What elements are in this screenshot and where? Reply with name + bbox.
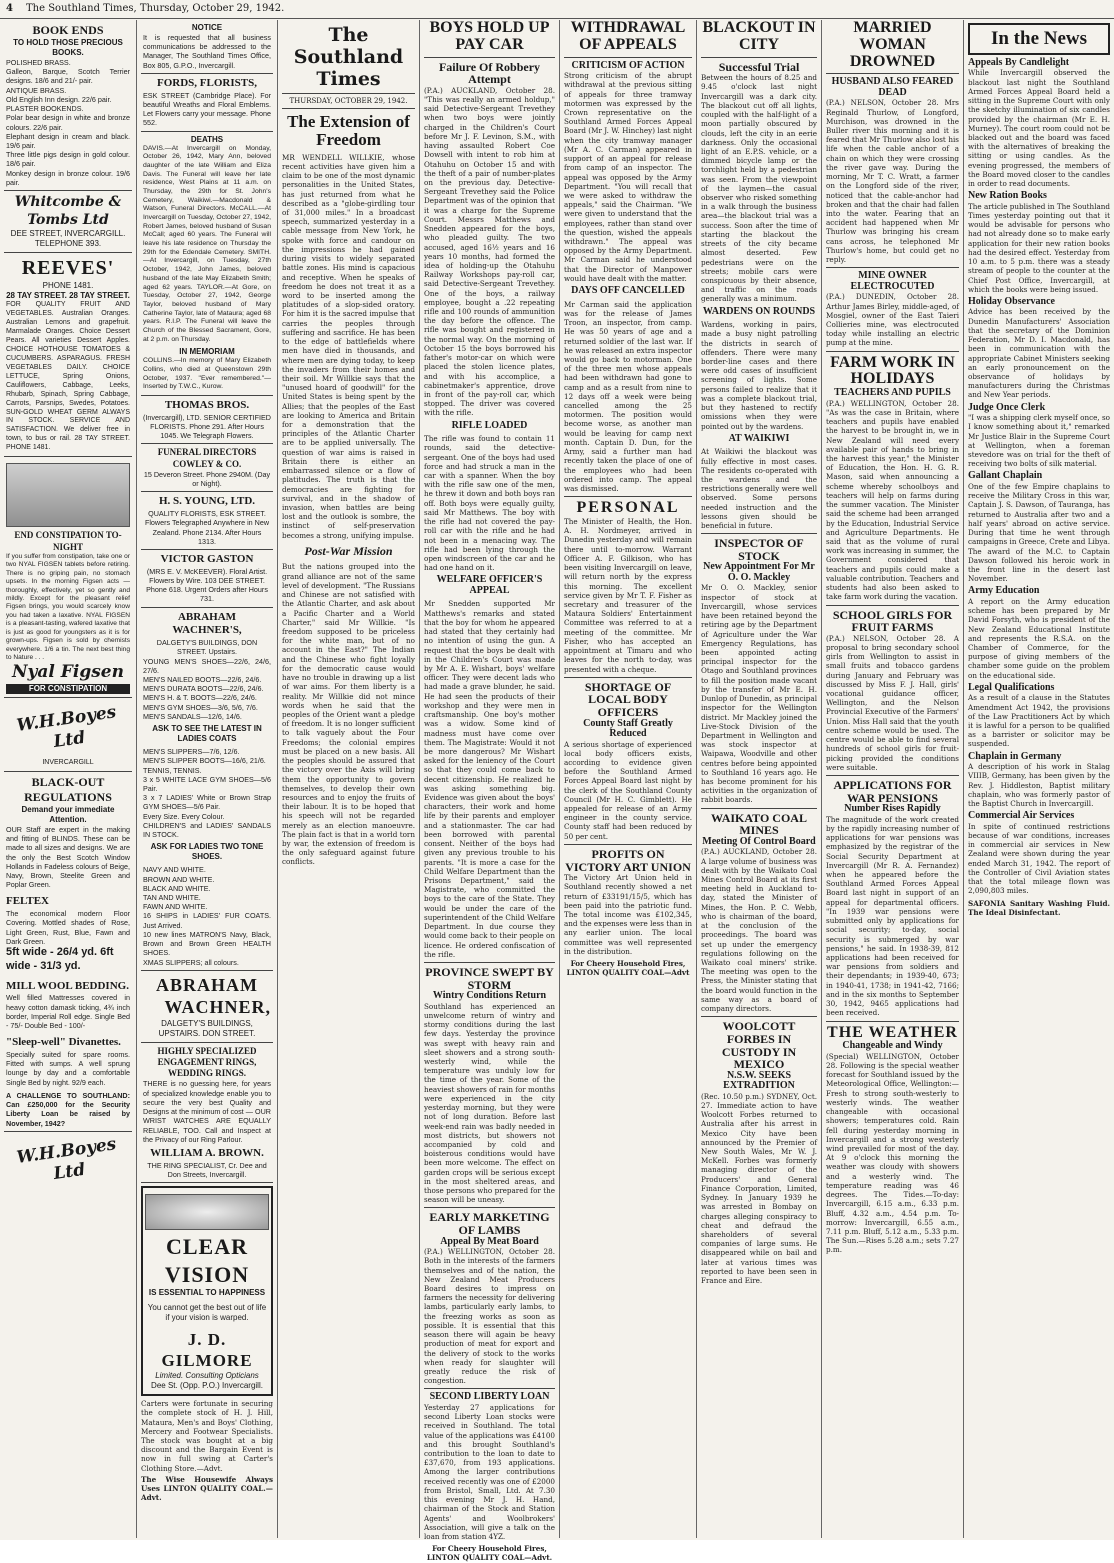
notice-body: It is requested that all business communications be addressed to the Manager, The Southland Times Office, Box 805, G.P.O., Invercargill. [143, 33, 271, 70]
thomas-body: (Invercargill), LTD. SENIOR CERTIFIED FLORISTS. Phone 291. After Hours 1045. We Telegraph Flowers. [143, 412, 271, 441]
page-header [0, 0, 1114, 19]
news-item-heading: Appeals By Candlelight [968, 56, 1070, 68]
gaston-title: VICTOR GASTON [160, 553, 254, 566]
brass-item: Three little pigs design in gold colour. 18/6 pair. [6, 150, 130, 169]
reeves-phone: PHONE 1481. [42, 281, 94, 291]
deaths-block [141, 132, 273, 397]
gilmore-sub: Limited. Consulting Opticians [155, 1371, 259, 1381]
deaths-body: DAVIS.—At Invercargill on Monday, October 26, 1942, Mary Ann, beloved daughter of the late William and Eliza Davis. The Funeral will leave her late residence, West Plains at 11 a.m. on Thursday, the 29th for St. John's Cemetery, Waikiwi.—Macdonald & Watson, Funeral Directors. McCALL.—At Invercargill on Tuesday, October 27, 1942, Robert James, beloved husband of Susan McCall; aged 60 years. The Funeral will leave his late residence on Thursday the 29th for the Edendale Cemetery. SMITH.—At Invercargill, on Tuesday, 27th October, 1942, John James, beloved husband of the late May Elizabeth Smith; aged 62 years. TAYLOR.—At Gore, on Tuesday, October 27, 1942, George Taylor, beloved husband of Mary Catherine Taylor, late of Mataura; aged 68 years. R.I.P. The Funeral will leave the Church of the Blessed Sacrament, Gore, at 2 p.m. on Thursday. [143, 144, 271, 343]
abraham-title: ABRAHAM [156, 974, 258, 995]
page-header-line: The Southland Times, Thursday, October 29, 1942. [26, 3, 285, 14]
weather-body: (Special) WELLINGTON, October 28. Following is the special weather forecast for Southland issued by the Meteorological Office, Wellington:— Fresh to strong south-westerly to westerly winds. The weather changeable with occasional showers; temperatures cold. Rain fell during yesterday morning in Invercargill and a strong westerly wind prevailed for most of the day. At 9 o'clock this morning the weather was cloudy with showers and a westerly wind. The temperature reading was 46 degrees. The Tides.—To-day: Invercargill, 6.15 a.m., 6.33 p.m. Bluff, 4.32 a.m., 4.54 p.m. To-morrow: Invercargill, 6.55 a.m., 7.11 p.m. Bluff, 5.12 a.m., 5.33 p.m. The Sun.—Rises 5.28 a.m.; sets 7.27 p.m. [826, 1051, 959, 1255]
news-item-heading: Legal Qualifications [968, 681, 1055, 693]
young-body: QUALITY FLORISTS, ESK STREET. Flowers Telegraphed Anywhere in New Zealand. Phone 2134. After Hours 1313. [144, 509, 270, 546]
ad-fords [141, 74, 273, 132]
vision-eye-image [145, 1194, 269, 1230]
ad-cowley [141, 444, 273, 492]
fords-body: ESK STREET (Cambridge Place). For beautiful Wreaths and Floral Emblems. Let Flowers carry your message. Phone 552. [143, 90, 271, 128]
reeves-title: REEVES' [21, 257, 115, 280]
inspector-body: Mr O. O. Mackley, senior inspector of stock at Invercargill, whose services have been retained beyond the retiring age by the Department of Agriculture under the War Emergency Regulations, has been appointed acting principal inspector for the Otago and Southland provinces to fill the position made vacant by the transfer of Mr E. H. Dunlop of Dunedin, as principal inspector for the Wellington district. Mr Mackley joined the Live-Stock Division of the Department in Wellington and was stock inspector at Waipawa, Woodville and other centres before being appointed to Southland 16 years ago. He has become prominent for his activities in the organization of rabbit boards. [701, 583, 817, 805]
col5-ad-bottom: For Cheery Household Fires, LINTON QUALITY COAL—Advt [566, 959, 690, 978]
reeves-body: FOR QUALITY FRUIT AND VEGETABLES. Australian Oranges. Australian Lemons and grapefruit. Marmalade Oranges. Choice Dessert Pears. All varieties Dessert Apples. CHOICE HOTHOUSE TOMATOES & CUCUMBERS. ASPARAGUS. FRESH VEGETABLES DAILY. CHOICE LETTUCE, Spring Onions, Cauliflowers, Cabbage, Leeks, Rhubarb, Spinach, Spring Cabbage, Carrots, Parsnips, Swedes, Potatoes. SUN-GOLD WHEAT GERM ALWAYS IN STOCK. SERVICE AND SATISFACTION. We deliver free in town, to bus or rail. 28 TAY STREET. PHONE 1481. [6, 301, 130, 452]
married-title: MARRIED WOMAN DROWNED [849, 19, 936, 70]
young-title: H. S. YOUNG, LTD. [158, 495, 256, 508]
weather-subtitle: Changeable and Windy [842, 1040, 943, 1052]
memoriam-body: COLLINS.—In memory of Mary Elizabeth Collins, who died at Queenstown 29th October, 1937. "Ever remembered."—Inserted by T.W.C., Kurow. [143, 357, 271, 391]
boyes-sub: INVERCARGILL [42, 759, 94, 767]
woolcott-body: (Rec. 10.50 p.m.) SYDNEY, Oct. 27. Immediate action to have Woolcott Forbes returned to Australia after his arrest in Mexico City have been announced by the Premier of New South Wales, Mr W. J. McKell. Forbes was formerly managing director of the Producers' and General Finance Corporation, Limited, Sydney. In January 1939 he was arrested in Bombay on charges alleging conspiracy to cheat and defraud the shareholders of several companies of large sums. He disappeared while on bail and later at various times was reported to have been seen in France and Eire. [701, 1091, 817, 1286]
lambs-body: (P.A.) WELLINGTON, October 28. Both in the interests of the farmers themselves and of the nation, the New Zealand Meat Producers Board desires to impress on farmers the necessity for delivering lambs, particularly early lambs, to the freezing works as soon as possible. It is essential that this season there will again be heavy production of meat for export and the delivery of stock to the works when ready for slaughter will greatly reduce the risk of congestion. [424, 1247, 555, 1386]
ladies-item: Every Size. Every Colour. [143, 811, 225, 821]
inspector-title: INSPECTOR OF STOCK [714, 536, 804, 563]
wakiwi-title: AT WAIKIWI [728, 432, 790, 444]
column-news-6 [697, 20, 822, 1538]
divanettes-title: "Sleep-well" Divanettes. [6, 1036, 121, 1049]
ladies-item: 3 x 5 WHITE LACE GYM SHOES—5/6 Pair. [143, 774, 271, 793]
tone-item: 16 SHIPS in LADIES' FUR COATS. Just Arrived. [143, 911, 271, 930]
province-subtitle: Wintry Conditions Return [432, 990, 547, 1002]
waikato-title: WAIKATO COAL MINES [711, 810, 807, 838]
waikato-subtitle: Meeting Of Control Board [702, 835, 816, 847]
farm-body: (P.A.) WELLINGTON, October 28. "As was the case in Britain, where teachers and pupils have enabled the harvest to be brought in, we in New Zealand will need every available pair of hands to bring in the harvest this year," the Minister of Education, the Hon. H. G. R. Mason, said when announcing a scheme whereby schoolboys and teachers will help on farms during the summer vacation. The Minister said the scheme had been arranged by the Education, Industrial Service and Agriculture Departments. He said that as the volume of rural work was increasing in summer, the Government considered that teachers and pupils could make a valuable contribution. Teachers and students had also been asked to take farm work during the vacation. [826, 398, 959, 602]
tone-item: FAWN AND WHITE. [143, 902, 208, 912]
news-item-heading: Chaplain in Germany [968, 750, 1062, 762]
column-news-4 [420, 19, 560, 1563]
tone-item: BROWN AND WHITE. [143, 874, 215, 884]
inspector-subtitle: New Appointment For Mr O. O. Mackley [703, 561, 815, 583]
news-item-body: While Invercargill observed the blackout last night the Southland Armed Forces Appeal Board held a sitting in the Supreme Court with only the sketchy illumination of six candles provided by the chairman (Mr E. H. Murney). The court room could not be blacked out and the board was faced with the alternatives of breaking the sitting or using candles. As the evening progressed, the members of the Board moved closer to the candles in order to read documents. [968, 68, 1110, 189]
blackout-city-subtitle: Successful Trial [718, 59, 800, 74]
newspaper-logo: The Southland Times [293, 24, 404, 90]
page-number: 4 [6, 3, 13, 14]
brass-item: PLASTER BOOKENDS. [6, 104, 84, 114]
reeves-address: 28 TAY STREET. 28 TAY STREET. [6, 291, 130, 301]
ladies-item: CHILDREN'S and LADIES' SANDALS IN STOCK. [143, 820, 271, 840]
woolcott-subtitle: N.S.W. SEEKS EXTRADITION [723, 1069, 795, 1092]
tone-title: ASK FOR LADIES TWO TONE SHOES. [150, 842, 264, 862]
editorial-date: THURSDAY, OCTOBER 29, 1942. [289, 97, 408, 105]
ad-whitcombe [4, 191, 132, 253]
feltex-title: FELTEX [6, 895, 50, 908]
boys-subtitle: Failure Of Robbery Attempt [438, 59, 541, 87]
fords-title: FORDS, FLORISTS, [157, 76, 257, 89]
whitcombe-logo: Whitcombe & Tombs Ltd [14, 194, 122, 228]
abraham-sub: WACHNER, [164, 997, 271, 1018]
figsen-tagline: FOR CONSTIPATION [6, 684, 130, 694]
sapolin-notice: SAFONIA Sanitary Washing Fluid. The Ideal Disinfectant. [968, 898, 1110, 917]
column-news-7 [822, 20, 964, 1538]
tone-item: BLACK AND WHITE. [143, 883, 211, 893]
brass-item: Monkey design in bronze colour. 19/6 pair. [6, 168, 130, 187]
liberty-title: SECOND LIBERTY LOAN [429, 1391, 550, 1403]
wachner-item: MEN'S GYM SHOES—3/6, 5/6, 7/6. [143, 702, 258, 712]
rifle-body: The rifle was found to contain 11 rounds, said the detective-sergeant. One of the boys had used force and had struck a man in the car with a spanner. When the boy with the rifle saw one of the men, he threw it down and both boys ran off. Both boys were equally guilty, said Mr Matthews. The boy with the rifle had not covered the pay-roll car with the rifle and he had not been in a menacing way. The rifle had been lying through the open windscreen of the car and he had one hand on it. [424, 434, 555, 573]
ladies-item: 3 x 7 LADIES' White or Brown Strap GYM SHOES—5/6 Pair. [143, 793, 271, 812]
vision-title: CLEAR VISION [164, 1234, 250, 1287]
personal-body: The Minister of Health, the Hon. A. H. Nordmeyer, arrived in Dunedin yesterday and will remain there until to-morrow. Warrant Officer A. F. Gilkison, who has been visiting Invercargill on leave, will return north by the express this morning. The excellent service given by Mr T. F. Fisher as secretary and treasurer of the Mataura Soldiers' Entertainment Committee was referred to at a meeting of the committee. Mr Fisher, who has accepted an appointment at Timaru and who leaves for the north to-day, was presented with a cheque. [564, 517, 692, 674]
brass-item: POLISHED BRASS. [6, 58, 71, 67]
pensions-subtitle: Number Rises Rapidly [844, 803, 941, 815]
ad-young [141, 492, 273, 550]
woolcott-title: WOOLCOTT FORBES IN CUSTODY IN MEXICO [721, 1019, 797, 1072]
mine-title: MINE OWNER ELECTROCUTED [850, 270, 935, 292]
ad-thomas [141, 396, 273, 444]
column-editorial [278, 20, 420, 1538]
brass-item: Elephant design in cream and black. 19/6 pair. [6, 131, 130, 150]
province-body: Southland has experienced an unwelcome return of wintry and stormy conditions during the last few days. Yesterday the province was swept with heavy rain and sleet showers and a strong south-westerly wind, while the temperature was unduly low for the time of the year. Some of the heaviest showers of rain for months were experienced in the city yesterday morning, but they were not of long duration. Before last week-end rain was badly needed in most districts, but showers not accompanied by cold and boisterous conditions would have been more welcome. The effect on garden crops will be serious except in the most sheltered areas, and those persons who prepared for the season will be uneasy. [424, 1001, 555, 1205]
rifle-title: RIFLE LOADED [451, 419, 528, 431]
ad-figsen [4, 457, 132, 697]
wachner-item: MEN'S H. & T. BOOTS—22/6, 24/6. [143, 693, 257, 703]
feltex-prices: 5ft wide - 26/4 yd. 6ft wide - 31/3 yd. [6, 946, 114, 972]
ladies-item: MEN'S SLIPPER BOOTS—16/6, 21/6. [143, 756, 266, 766]
vision-sub: IS ESSENTIAL TO HAPPINESS [148, 1288, 266, 1298]
divanettes-body: Specially suited for spare rooms. Fitted with sumps. A well sprung lounge by day and a comfortable Single Bed by night. 92/9 each. [6, 1049, 130, 1087]
rings-title: HIGHLY SPECIALIZED ENGAGEMENT RINGS, WEDDING RINGS. [157, 1045, 257, 1079]
mill-title: MILL WOOL BEDDING. [6, 979, 129, 992]
welfare-title: WELFARE OFFICER'S APPEAL [436, 574, 543, 596]
news-item-body: As a result of a clause in the Statutes Amendment Act 1942, the provisions of the Law Practitioners Act by which it is lawful for a person to be qualified as a barrister or solicitor may be suspended. [968, 693, 1110, 749]
ad-gaston [141, 550, 273, 608]
ad-rings [141, 1043, 273, 1183]
tone-item: TAN AND WHITE. [143, 892, 201, 902]
gaston-body: (MRS E. V. McKEEVER). Floral Artist. Flowers by Wire. 103 DEE STREET. Phone 618. Urgent Orders after Hours 731. [146, 566, 268, 604]
blackout-reg-title: BLACK-OUT REGULATIONS [24, 774, 112, 804]
withdrawal-body: Strong criticism of the abrupt withdrawal at the previous sitting of appeals for three tramway motormen was expressed by the Crown representative on the Southland Armed Forces Appeal Board (Mr J. W. Hinchey) last night when the city tramway manager (Mr A. C. Carman) appeared in support of an appeal for release from camp of an inspector. The appeal was opposed by the Army Department. "You will recall that we were asked to withdraw the appeals," said the Chairman. "We were given to understand that the employees, rather than stand over the question, wished the appeals withdrawn." The appeal was opposed by the Army Department. Mr Carman said he understood that the Director of Manpower would have dealt with the matter. [564, 71, 692, 283]
news-item-heading: Army Education [968, 585, 1040, 597]
news-item-body: "I was a shipping clerk myself once, so I know something about it," remarked Mr Justice Blair in the Supreme Court at Wellington, when a foreman stevedore was on trial for the theft of receiving two bolts of silk material. [968, 413, 1110, 469]
linton-notice: The Wise Housewife Always Uses LINTON QUALITY COAL.—Advt. [141, 1474, 273, 1503]
liberty-body: Yesterday 27 applications for second Liberty Loan stocks were received in Southland. The total value of the applications was £4100 and this brought Southland's contribution to the loan to date to £37,670, from 193 applications. Among the larger contributions received recently was one of £2000 from Bristol, Small, Ltd. At 7.30 this evening Mr J. H. Hand, chairman of the Stock and Station Agents' and Woolbrokers' Association, will give a talk on the loan from station 4YZ. [424, 1402, 555, 1541]
blackout-city-title: BLACKOUT IN CITY [702, 19, 816, 53]
blackout-reg-body: OUR Staff are expert in the making and fitting of BLINDS. These can be made to all sizes and designs. We are the only the Best Scotch Window Hollands in Fadeless colours of Beige, Navy, Brown, Steelite Green and Poplar Green. [6, 824, 130, 890]
lambs-title: EARLY MARKETING OF LAMBS [429, 1210, 550, 1238]
carters-notice: Carters were fortunate in securing the complete stock of H. J. Hill, Mataura, Men's and Boys' Clothing, Mercery and Footwear Specialists. The stock was bought at a big discount and the Bargain Event is now in full swing at Carter's Clothing Store.—Advt. [141, 1399, 273, 1473]
farm-subtitle: TEACHERS AND PUPILS [834, 387, 951, 399]
brass-item: ANTIQUE BRASS. [6, 85, 67, 95]
editorial-title: The Extension of Freedom [287, 112, 410, 149]
news-item-body: Advice has been received by the Dunedin Manufacturers' Association that the secretary of the Dominion Federation, Mr D. I. Macdonald, has been in communication with the appropriate Cabinet Ministers seeking an early pronouncement on the observance of holidays by manufacturers during the Christmas and New Year periods. [968, 307, 1110, 400]
pensions-body: The magnitude of the work created by the rapidly increasing number of applications for war pensions was emphasized by the registrar of the Social Security Department at Invercargill (Mr R. A. Fernandez) when he appeared before the Southland Armed Forces Appeal Board last night in support of an appeal for departmental officers. "In 1939 war pensions were submitted only by applications for social security; to-day, social security is submerged by war pensions," he said. In 1938-39, 812 applications had been received for war pensions from soldiers and their dependants; in 1939-40, 673; in 1940-41, 1738; in 1941-42, 7166; and in the six months to September 30, 1942, 9465 applications had been received. [826, 814, 959, 1018]
news-item-heading: Commercial Air Services [968, 810, 1075, 822]
abraham-address: DALGETY'S BUILDINGS, UPSTAIRS. DON STREET. [158, 1018, 256, 1038]
blackout-city-body: Between the hours of 8.25 and 9.45 o'clock last night Invercargill was a dark city. The blackout cut off all lights, coupled with the half-light of a moon partially obscured by clouds, left the city in an eerie darkness. Only the occasional light of an E.P.S. vehicle, or a dimmed bicycle lamp or the torchlight held by a pedestrian was seen. From the viewpoint of the laymen—the casual observer who risked something in a walk through the business area—the blackout trial was a success. Soon after the time of starting the blackout the streets of the city became almost deserted. Few pedestrians were on the streets; mobile cars were conspicuous by their absence, and traffic on the roads generally was a minimum. [701, 73, 817, 304]
figsen-brand: Nyal Figsen [12, 662, 124, 683]
profits-title: PROFITS ON VICTORY ART UNION [565, 846, 691, 874]
tone-item: 10 new lines MATRON'S Navy, Black, Brown and Brown Green HEALTH SHOES. [143, 929, 271, 958]
news-item-heading: Gallant Chaplain [968, 470, 1043, 482]
thomas-title: THOMAS BROS. [164, 399, 250, 412]
news-item-heading: Holiday Observance [968, 295, 1055, 307]
vision-body: You cannot get the best out of life if your vision is warped. [147, 1303, 267, 1323]
tone-item: NAVY AND WHITE. [143, 865, 206, 875]
challenge-text: A CHALLENGE TO SOUTHLAND: Can £250,000 for the Security Liberty Loan be raised by November, 1942? [6, 1090, 130, 1128]
boyes-logo: W.H.Boyes Ltd [15, 701, 118, 752]
ad-boyes [4, 698, 132, 772]
blackout-reg-sub: Demand your immediate Attention. [21, 804, 115, 824]
news-item-heading: New Ration Books [968, 190, 1047, 202]
withdrawal-subtitle: CRITICISM OF ACTION [571, 59, 685, 71]
ad-clear-vision [141, 1186, 273, 1396]
gilmore-address: Dee St. (Opp. P.O.) Invercargill. [151, 1381, 263, 1391]
ladies-list [143, 747, 271, 839]
wakiwi-body: At Waikiwi the blackout was fully effective in most cases. The residents co-operated with the wardens and the restrictions generally were well observed. Some persons needed instruction and the lessons given should be beneficial in future. [701, 447, 817, 531]
married-body: (P.A.) NELSON, October 28. Mrs Reginald Thurlow, of Longford, Murchison, was drowned in the Buller river this morning and it is feared that Mr Thurlow also lost his life when the cable anchor of a chain on which they were crossing the river gave way. During the morning, Mr T. C. Wratt, a farmer on the Longford side of the river, noticed that the cable-anchor had broken and that the chair had fallen into the water. Fearing that an accident had happened when Mr Thurlow was bringing his cream cans across, he telephoned Mr Thurlow's home, but could get no reply. [826, 98, 959, 265]
boyes-logo-bottom: W.H.Boyes Ltd [15, 1133, 118, 1184]
feltex-body: The economical modern Floor Covering. Mottled shades of Rose, Light Green, Rust, Blue, Fawn and Dark Green. [6, 909, 130, 946]
mill-body: Well filled Mattresses covered in heavy cotton damask ticking, 4¾ inch border, Imperial Roll edge. Single Bed - 75/- Double Bed - 100/- [6, 993, 130, 1031]
ladies-title: ASK TO SEE THE LATEST IN LADIES COATS [152, 724, 262, 744]
ad-abraham [141, 971, 273, 1043]
news-item-body: The article published in The Southland Times yesterday pointing out that it would be advisable for persons who had not already done so to make early application for their new ration books had the desired effect. Yesterday from 10 a.m. to 5 p.m. there was a steady stream of people to the counter at the Chief Post Office, Invercargill, at which the books were being issued. [968, 201, 1111, 294]
in-the-news-list [968, 58, 1110, 896]
cowley-body: 15 Deveron Street. Phone 2940M. (Day or Night). [143, 469, 271, 489]
book-ends-title: BOOK ENDS [32, 23, 104, 37]
column-in-the-news [964, 20, 1114, 1538]
brass-item: Polar bear design in white and bronze colours. 22/6 pair. [6, 113, 130, 132]
wardens-body: Wardens, working in pairs, made a busy night patrolling the districts in search of offenders. There were many border-line cases and there were odd cases of insufficient screening of lights. Some persons failed to realize that it was a complete blackout trial, but they hastened to rectify omissions when they were pointed out by the wardens. [701, 320, 817, 431]
whitcombe-address: DEE STREET, INVERCARGILL. [10, 229, 126, 239]
memoriam-title: IN MEMORIAM [179, 347, 235, 357]
profits-body: The Victory Art Union held in Southland recently showed a net return of £33191/15/5, which has been paid into the patriotic fund. The total income was £102,345, and the expenses were less than in any earlier union. The local committee was well represented in the distribution. [564, 873, 692, 956]
school-body: (P.A.) NELSON, October 28. A proposal to bring secondary school girls from Wellington to assist in small fruits and tobacco gardens during January and February was discussed by Miss F. J. Hall, girls' vocational guidance officer, Wellington, and the Nelson Provincial Executive of the Farmers' Union. Miss Hall said that the youth centre scheme would be used. The centre would be able to find several hundreds of school girls for fruit-picking provided the conditions were suitable. [826, 633, 959, 772]
rings-body: THERE is no guessing here, for years of specialized knowledge enable you to secure the very best Quality and Designs at the minimum of cost — OUR WRIST WATCHES ARE EQUALLY RELIABLE, TOO. Call and Inspect at the Privacy of our Ring Parlour. [143, 1079, 271, 1144]
figsen-portrait-image [6, 463, 130, 527]
ad-reeves [4, 253, 132, 457]
school-title: SCHOOL GIRLS FOR FRUIT FARMS [832, 607, 953, 635]
wachner-item: MEN'S SANDALS—12/6, 14/6. [143, 711, 242, 721]
farm-title: FARM WORK IN HOLIDAYS [830, 353, 955, 388]
book-ends-subtitle: TO HOLD THOSE PRECIOUS BOOKS. [13, 38, 123, 57]
in-the-news-title: In the News [968, 23, 1110, 55]
wachner-title: ABRAHAM WACHNER'S, [172, 610, 242, 637]
shortage-title: SHORTAGE OF LOCAL BODY OFFICERS [584, 679, 672, 719]
cowley-title: FUNERAL DIRECTORS COWLEY & CO. [157, 447, 257, 469]
mine-body: (P.A.) DUNEDIN, October 28. Arthur James Birley, middle-aged, of Mosgiel, owner of the East Taieri Collieries mine, was electrocuted today while installing an electric pump at the mine. [826, 292, 959, 348]
tone-list [143, 865, 271, 966]
boys-title: BOYS HOLD UP PAY CAR [429, 19, 550, 53]
waikato-body: (P.A.) AUCKLAND, October 28. A large volume of business was dealt with by the Waikato Coal Mines Control Board at its first meeting held in Auckland to-day, stated the Minister of Mines, the Hon. P. C. Webb, who is chairman of the board, at the conclusion of the proceedings. The board was set up under the emergency regulations following on the Waikato coal miners' strike. The meeting was open to the Press, the Minister stating that the board would function in the same way as a board of company directors. [701, 847, 817, 1014]
column-ads-left [0, 20, 137, 1538]
news-item-body: One of the few Empire chaplains to receive the Military Cross in this war, Captain J. S. Dawson, of Tauranga, has returned to Australia after two and a half years' abroad on active service. During that time he went through campaigns in Greece, Crete and Libya. The award of the M.C. to Captain Dawson followed his heroic work in the front line in the desert last November. [968, 481, 1110, 584]
editorial-body: MR WENDELL WILLKIE, whose recent activities have given him a claim to be one of the most dynamic personalities in the United States, has just returned from what he described as a "globe-girdling tour of 31,000 miles." In a broadcast speech, summarized yesterday in a cable message from New York, he spoke with force and candour on the impressions he had gained during visits to widely separated battle zones. His mind is capacious and receptive. When he speaks of freedom he does not treat it as a word to be inserted among the platitudes of a slop-sided oratory. For him it is the sacred impulse that carries the peoples through suffering and sacrifice. He has been to the edge of battlefields where men have died in thousands, and where men are dying today, to keep the invaders from their homes and their soil. Mr Willkie says that the "unused hoard of goodwill" for the United States is being spent by the Allies; that the peoples of the East are looking to America and Britain for a demonstration that the principles of the Atlantic Charter are to be applied universally. The question of war aims is raised in Britain there is either an embarrassed silence or a flow of platitudes. The truth is that the democracies are fighting for survival, and in the shadow of invasion, when battles are being lost and the outlook is sombre, the instinct of self-preservation becomes a strong, unifying impulse. [282, 152, 415, 540]
brown-title: WILLIAM A. BROWN. [150, 1147, 264, 1159]
personal-title: PERSONAL [576, 499, 680, 517]
figsen-headline: END CONSTIPATION TO-NIGHT [14, 530, 122, 552]
brass-list [6, 58, 130, 187]
whitcombe-telephone: TELEPHONE 393. [34, 239, 102, 249]
wachner-item: MEN'S NAILED BOOTS—22/6, 24/6. [143, 675, 262, 685]
shortage-subtitle: County Staff Greatly Reduced [583, 717, 673, 740]
news-item-body: A report on the Army education scheme has been prepared by Mr David Forsyth, who is president of the New Zealand Educational Institute and represents the R.S.A. on the Chamber of Commerce, for the purpose of giving members of the chamber some guide on the problem on the educational side. [968, 596, 1110, 680]
news-item-heading: Judge Once Clerk [968, 401, 1046, 413]
figsen-body: If you suffer from constipation, take one or two NYAL FIGSEN tablets before retiring. There is no griping pain, no stomach upsets. In the morning Figsen acts — thoroughly, effectively, yet so gently and mildly. Except for the pleasant relief Figsen brings, you would scarcely know you had taken a laxative. NYAL FIGSEN is a pleasant-tasting, wafered laxative that is just as good for youngsters as it is for grown-ups. Figsen is sold by chemists everywhere. 1/6 a tin. The next best thing to Nature . . . [6, 552, 130, 662]
ad-boyes-bottom [4, 1132, 132, 1193]
gilmore-title: J. D. GILMORE [161, 1329, 253, 1370]
ad-blackout-regulations [4, 772, 132, 1132]
brown-body: THE RING SPECIALIST, Cr. Dee and Don Streets, Invercargill. [147, 1160, 267, 1179]
postwar-title: Post-War Mission [304, 543, 393, 558]
pensions-title: APPLICATIONS FOR WAR PENSIONS [833, 778, 952, 805]
days-title: DAYS OFF CANCELLED [571, 285, 685, 297]
notice-block [141, 20, 273, 74]
wachner-list [143, 657, 271, 722]
wachner-address: DALGETY'S BUILDINGS, DON STREET. Upstairs. [156, 638, 258, 657]
column-notices [137, 20, 278, 1538]
ladies-item: TENNIS, TENNIS. [143, 765, 202, 775]
brass-item: Old English Inn design. 22/6 pair. [6, 94, 112, 104]
news-item-body: A description of his work in Stalag VIIIB, Germany, has been given by the Rev. J. Hiddleston, Baptist military chaplain, who was formerly pastor of the Baptist Church in Invercargill. [968, 762, 1110, 809]
wardens-title: WARDENS ON ROUNDS [702, 305, 816, 317]
withdrawal-title: WITHDRAWAL OF APPEALS [570, 19, 686, 53]
tone-item: XMAS SLIPPERS; all colours. [143, 957, 239, 967]
wachner-item: YOUNG MEN'S SHOES—22/6, 24/6, 27/6. [143, 656, 271, 675]
brass-item: Galleon, Barque, Scotch Terrier designs. 18/6 and 21/- pair. [6, 67, 130, 86]
deaths-title: DEATHS [190, 134, 224, 144]
col4-ad-bottom: For Cheery Household Fires, LINTON QUALITY COAL—Advt. [426, 1544, 553, 1563]
weather-title: THE WEATHER [827, 1023, 958, 1041]
wachner-item: MEN'S DURATA BOOTS—22/6, 24/6. [143, 684, 264, 694]
province-title: PROVINCE SWEPT BY STORM [425, 964, 554, 992]
shortage-body: A serious shortage of experienced local body officers exists, according to evidence given before the Southland Armed Forces Appeal Board last night by the clerk of the Southland County Council (Mr H. C. Gimblett). He appealed for release of an Army engineer in the county service. County staff had been reduced by 50 per cent. [564, 739, 692, 841]
column-news-5 [560, 20, 697, 1538]
news-item-body: In spite of continued restrictions because of war conditions, increases in commercial air services in New Zealand were shown during the year ended March 31, 1942. The report of the Controller of Civil Aviation states that the total mileage flown was 2,090,803 miles. [968, 821, 1110, 896]
notice-title: NOTICE [191, 23, 223, 32]
days-body: Mr Carman said the application was for the release of James Troon, an inspector, from camp. He was 50 years of age and a returned soldier of the last war. If he was released an extra inspector would go back to motorman. One of the three men whose appeals had been withdrawn had gone to camp and as a result from nine to 12 days off a week were being cancelled among the 25 motormen. The position would become worse, as another man would be leaving for camp next month. Captain D. Dun, for the Army, said a further man had recently taken the place of one of the employees who had been ordered into camp. The appeal was dismissed. [564, 299, 692, 493]
welfare-body: Mr Snedden supported Mr Matthews's remarks and stated that the boy for whom he appeared had stated that they certainly had no intention of using the gun. A request that the boys be dealt with in the Children's Court was made by Mr A. E. Wishart, boys' welfare officer. They were decent lads who had made a grave blunder, he said. He had seen the products of their workshop and they were men in craftsmanship. One boy's mother was a widow. Some kind of madness must have come over them. The Magistrate: Would it not be more dangerous? Mr Wishart asked for the leniency of the Court so that they could come back to decent citizenship. He realized he was asking something big. Evidence was given about the boys' characters, their work and home life by their parents and employer and a stationmaster. The car had been borrowed with parental consent. Neither of the boys had given any previous trouble to his parents. "It is more a case for the Child Welfare Department than the Prisons Department," said the Magistrate, who committed the boys to the care of the State. They would be under the care of the superintendent of the Child Welfare Department. In due course they would come back to their people on licence. He ordered confiscation of the rifle. [424, 599, 555, 959]
boys-body: (P.A.) AUCKLAND, October 28. "This was really an armed holdup," said Detective-Sergeant Trevethey when two boys were jointly charged in the Children's Court before Mr J. F. Levinon, S.M., with having assaulted Robert Coe Dowsell with intent to rob him at Otahuhu on October 15 and with the theft of a pair of number-plates on the previous day. Detective-Sergeant Trevethey said the Police Department was of the opinion that it was a charge for the Supreme Court. Messrs Matthews and Snedden appeared for the boys, who pleaded guilty. The two accused, aged 16½ years and 16 years 10 months, had formed the idea of holding-up the Otahuhu Railway Workshops pay-roll car, said Detective-Sergeant Trevethey. One of the boys, a railway employee, bought a .22 repeating rifle and 100 rounds of ammunition the day before the offence. The rifle was bought and registered in the normal way. On the morning of October 15 the boys borrowed his father's motor-car on which were placed the stolen licence plates, and with his accomplice, a cabinetmaker's apprentice, drove in front of the pay-roll car, which stopped. The driver was covered with the rifle. [424, 85, 555, 418]
postwar-body: But the nations grouped into the grand alliance are not of the same level of development. "The Russians and Chinese are not satisfied with the Atlantic Charter, and ask about a Pacific Charter and a World Charter," said Mr Willkie. "Is freedom supposed to be priceless for the white man, but of no account in the East?" The Indian and the Chinese who fight loyally for the democratic cause would have no trouble in drawing up a list of war aims. For them liberty is a reality. Mr Willkie did not mince words when he said that the peoples of the Orient want a pledge of freedom. It is no longer sufficient to talk vaguely about the Four Freedoms; the colonial empires must be placed on a new basis. All the peoples should be assured that the victory over the Axis will bring them the opportunity to govern themselves, to develop their own resources and to enjoy the fruits of their labour. It is to be hoped that his speech will not be regarded merely as an election manoeuvre. The plain fact is that in a world torn by war, the extension of freedom is the only safeguard against future conflicts. [282, 562, 415, 867]
ad-wachner [141, 608, 273, 971]
married-subtitle: HUSBAND ALSO FEARED DEAD [831, 76, 954, 98]
ad-book-ends [4, 20, 132, 191]
ladies-item: MEN'S SLIPPERS—7/6, 12/6. [143, 747, 240, 757]
lambs-subtitle: Appeal By Meat Board [440, 1235, 539, 1247]
